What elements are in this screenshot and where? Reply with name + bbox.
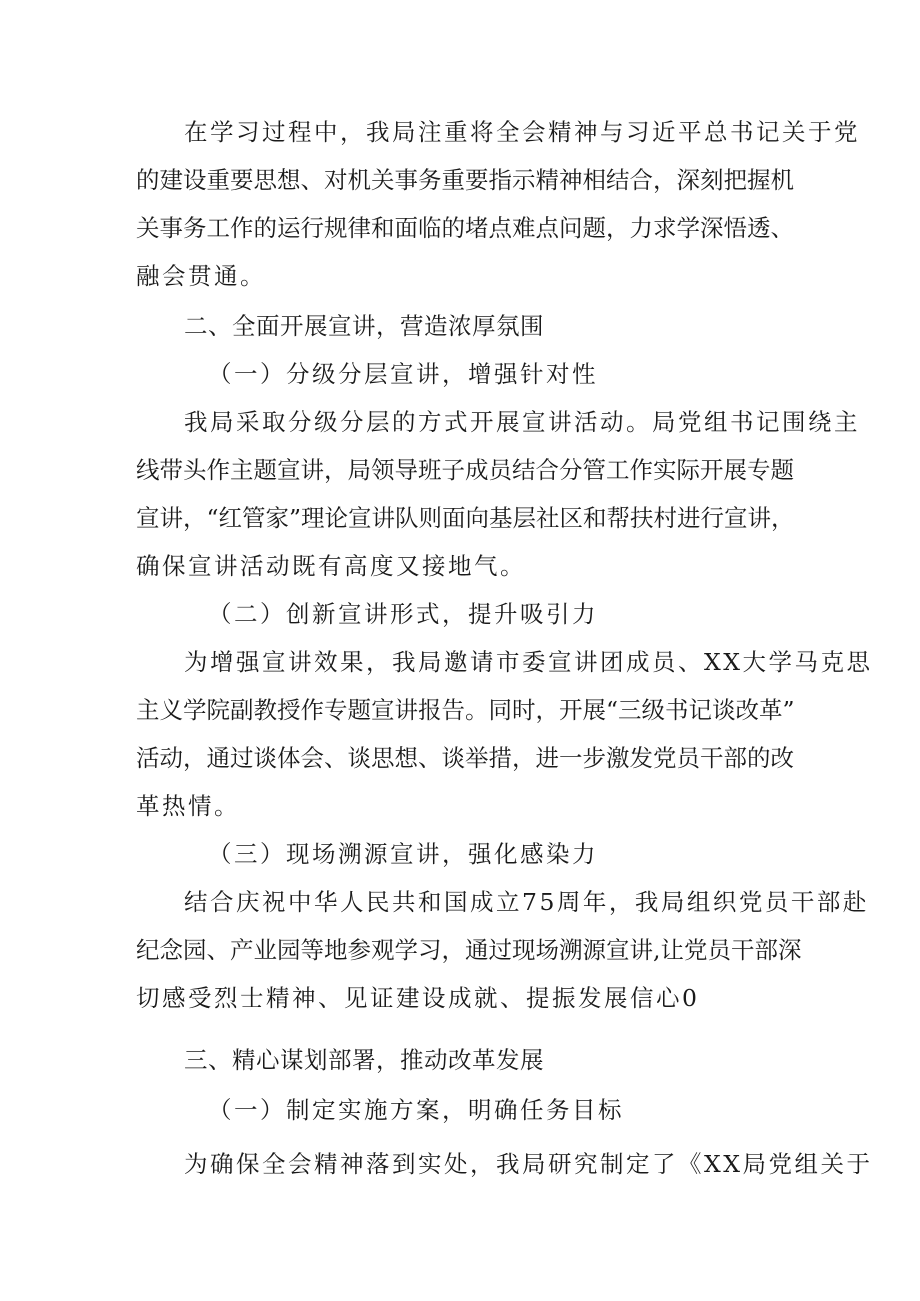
paragraph-line: 融会贯通。 <box>136 262 266 290</box>
subsection-title: （二）创新宣讲形式，提升吸引力 <box>208 600 598 628</box>
paragraph-line: 在学习过程中，我局注重将全会精神与习近平总书记关于党 <box>184 118 860 146</box>
subsection-title: （三）现场溯源宣讲，强化感染力 <box>208 840 598 868</box>
paragraph-line: 宣讲，“红管家”理论宣讲队则面向基层社区和帮扶村进行宣讲， <box>136 504 795 532</box>
section-heading: 二、全面开展宣讲，营造浓厚氛围 <box>184 312 544 340</box>
paragraph-line: 我局采取分级分层的方式开展宣讲活动。局党组书记围绕主 <box>184 408 860 436</box>
paragraph-line: 的建设重要思想、对机关事务重要指示精神相结合，深刻把握机 <box>136 166 794 194</box>
subsection-title: （一）分级分层宣讲，增强针对性 <box>208 360 598 388</box>
paragraph-line: 为增强宣讲效果，我局邀请市委宣讲团成员、XX大学马克思 <box>184 648 873 676</box>
paragraph-line: 关事务工作的运行规律和面临的堵点难点问题，力求学深悟透、 <box>136 214 794 242</box>
paragraph-line: 确保宣讲活动既有高度又接地气。 <box>136 552 526 580</box>
section-heading: 三、精心谋划部署，推动改革发展 <box>184 1046 544 1074</box>
subsection-title: （一）制定实施方案，明确任务目标 <box>208 1096 624 1124</box>
paragraph-line: 主义学院副教授作专题宣讲报告。同时，开展“三级书记谈改革” <box>136 696 795 724</box>
paragraph-line: 结合庆祝中华人民共和国成立75周年，我局组织党员干部赴 <box>184 888 869 916</box>
paragraph-line: 革热情。 <box>136 792 240 820</box>
paragraph-line: 活动，通过谈体会、谈思想、谈举措，进一步激发党员干部的改 <box>136 744 794 772</box>
paragraph-line: 切感受烈士精神、见证建设成就、提振发展信心0 <box>136 984 700 1012</box>
paragraph-line: 纪念园、产业园等地参观学习，通过现场溯源宣讲,让党员干部深 <box>136 936 802 964</box>
paragraph-line: 为确保全会精神落到实处，我局研究制定了《XX局党组关于 <box>184 1150 873 1178</box>
paragraph-line: 线带头作主题宣讲，局领导班子成员结合分管工作实际开展专题 <box>136 456 794 484</box>
